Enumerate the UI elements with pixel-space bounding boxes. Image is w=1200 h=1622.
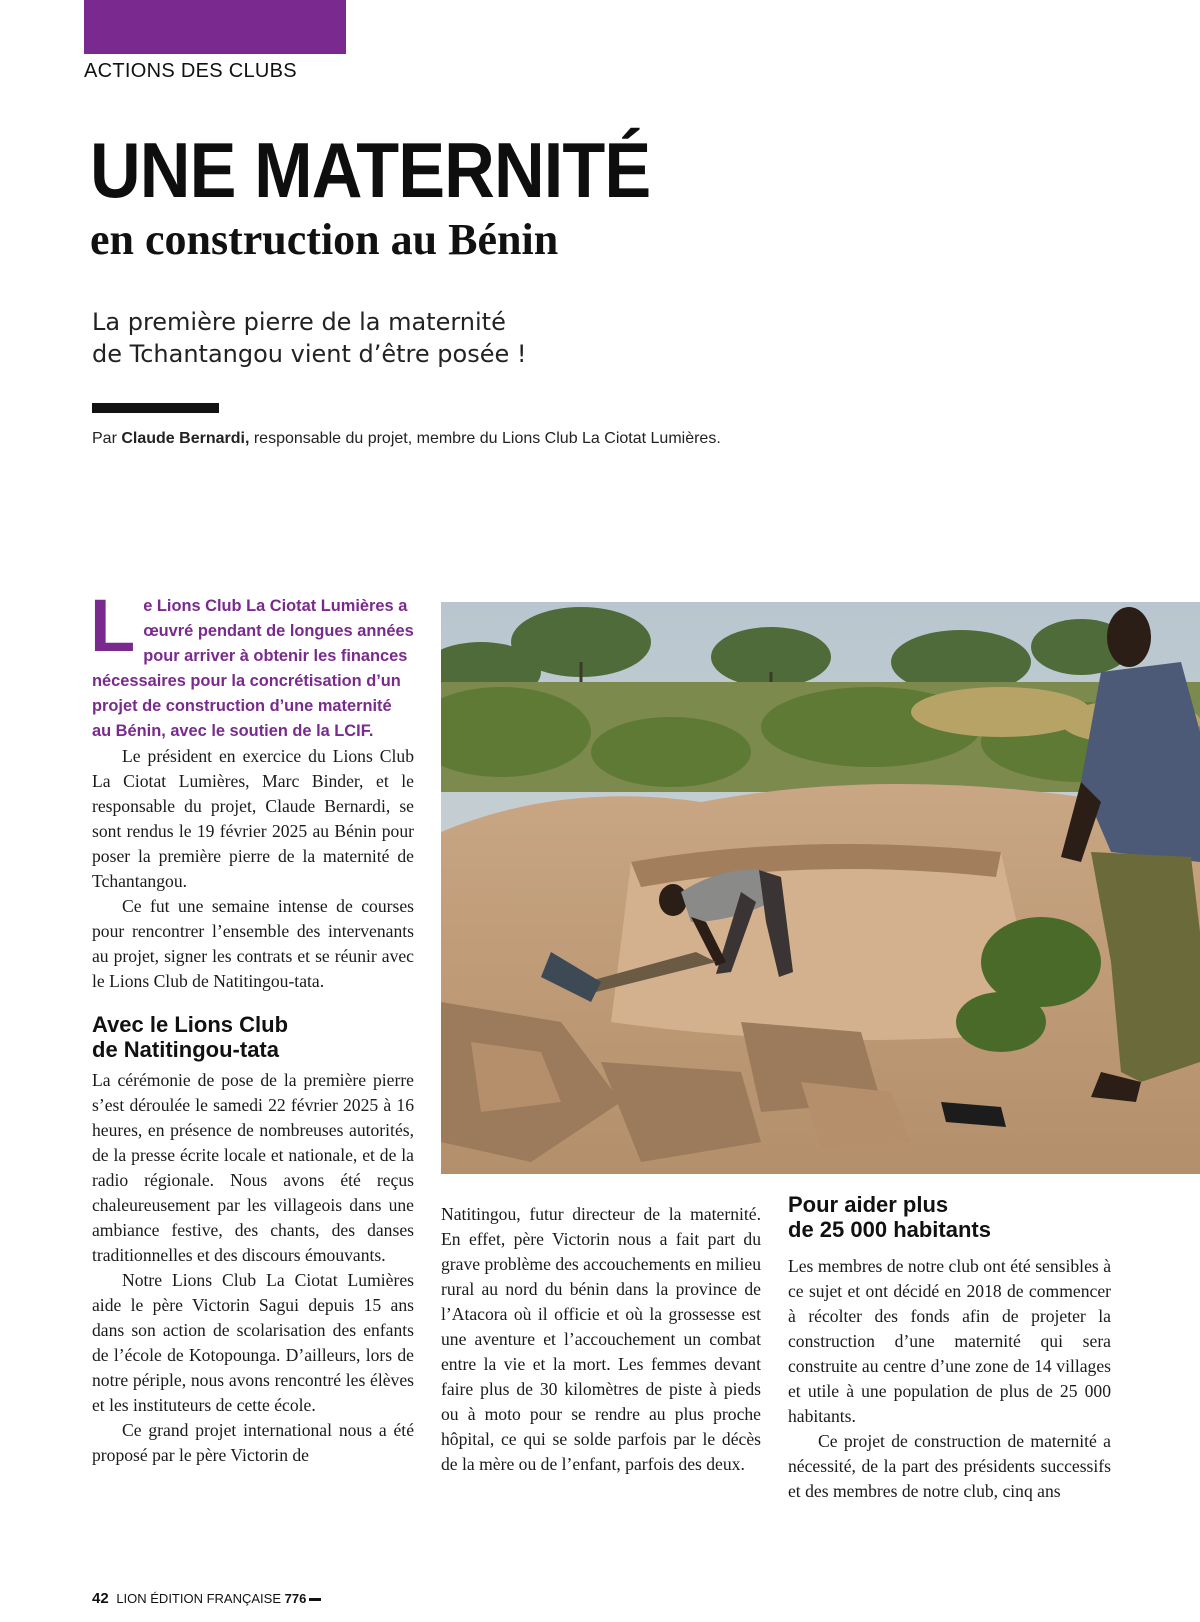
page-number: 42 (92, 1590, 109, 1607)
body-paragraph: Ce projet de construction de maternité a nécessité, de la part des présidents successifs et des membres de notre club, cinq ans (788, 1431, 1111, 1501)
divider-rule (92, 403, 219, 413)
body-paragraph: Ce fut une semaine intense de courses pour rencontrer l’ensemble des intervenants au projet, signer les contrats et se réunir avec le Lions Club de Natitingou-tata. (92, 896, 414, 991)
section-color-bar (84, 0, 346, 54)
body-paragraph: La cérémonie de pose de la première pierre s’est déroulée le samedi 22 février 2025 à 16 heures, en présence de nombreuses autorités, de la presse écrite locale et nationale, et de la radio régionale. Nous avons été reçus chaleureusement par les villageois dans une ambiance festive, des chants, des danses traditionnelles et des discours émouvants. (92, 1070, 414, 1265)
article-column-3 (788, 1254, 1111, 1504)
article-column-1 (90, 584, 414, 1468)
article-title: UNE MATERNITÉ (90, 126, 651, 214)
subheading-line: Avec le Lions Club (92, 1012, 289, 1037)
subheading-line: de Natitingou-tata (92, 1037, 279, 1062)
body-paragraph: Les membres de notre club ont été sensibles à ce sujet et ont décidé en 2018 de commencer à récolter des fonds afin de projeter la construction d’une maternité qui sera construite au centre d’une zone de 14 villages et utile à une population de plus de 25 000 habitants. (788, 1256, 1111, 1426)
construction-site-photo (441, 602, 1200, 1174)
lead-line-1: La première pierre de la maternité (92, 308, 506, 336)
byline-role: responsable du projet, membre du Lions Club La Ciotat Lumières. (253, 430, 721, 447)
issue-number: 776 (284, 1591, 307, 1606)
byline-author: Claude Bernardi, (121, 430, 250, 447)
subheading-habitants (788, 1192, 991, 1242)
lead-line-2: de Tchantangou vient d’être posée ! (92, 340, 527, 368)
byline (92, 430, 721, 448)
drop-cap: L (90, 584, 136, 667)
subheading-natitingou (92, 1012, 414, 1062)
body-paragraph: Natitingou, futur directeur de la maternité. En effet, père Victorin nous a fait part du grave problème des accouchements en milieu rural au nord du bénin dans la province de l’Atacora où il officie et où la grossesse est une aventure et l’accouchement un combat entre la vie et la mort. Les femmes devant faire plus de 30 kilomètres de piste à pieds ou à moto pour se rendre au plus proche hôpital, ce qui se solde parfois par le décès de la mère ou de l’enfant, parfois des deux. (441, 1204, 761, 1474)
subheading-line: Pour aider plus (788, 1192, 949, 1217)
page-footer (92, 1590, 321, 1607)
byline-prefix: Par (92, 430, 117, 447)
intro-text: e Lions Club La Ciotat Lumières a œuvré pendant de longues années pour arriver à obtenir les finances nécessaires pour la concrétisation d’un projet de construction d’une maternité au Bénin, avec le soutien de la LCIF. (92, 597, 414, 740)
intro-paragraph (90, 584, 414, 744)
body-paragraph: Notre Lions Club La Ciotat Lumières aide le père Victorin Sagui depuis 15 ans dans son action de scolarisation des enfants de l’école de Kotopounga. D’ailleurs, lors de notre périple, nous avons rencontré les élèves et les instituteurs de cette école. (92, 1270, 414, 1415)
body-paragraph: Le président en exercice du Lions Club La Ciotat Lumières, Marc Binder, et le responsable du projet, Claude Bernardi, se sont rendus le 19 février 2025 au Bénin pour poser la première pierre de la maternité de Tchantangou. (92, 746, 414, 891)
footer-dash (309, 1598, 321, 1601)
section-label: ACTIONS DES CLUBS (84, 60, 297, 82)
body-paragraph: Ce grand projet international nous a été proposé par le père Victorin de (92, 1420, 414, 1465)
article-lead (92, 306, 652, 370)
subheading-line: de 25 000 habitants (788, 1217, 991, 1242)
photo-illustration (441, 602, 1200, 1174)
article-column-2 (441, 1202, 761, 1477)
article-subtitle: en construction au Bénin (90, 215, 559, 264)
publication-name: LION ÉDITION FRANÇAISE (116, 1591, 282, 1606)
